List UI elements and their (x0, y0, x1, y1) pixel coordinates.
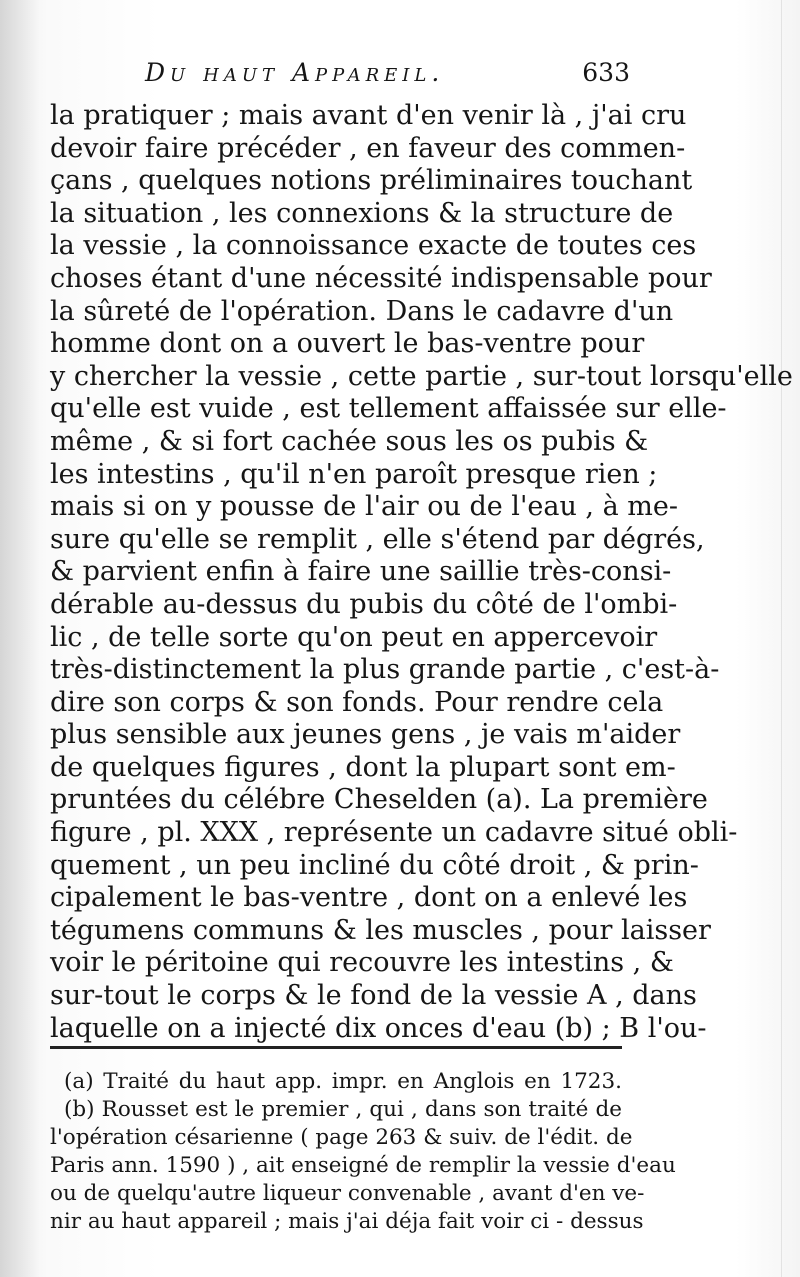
text-line: très-distinctement la plus grande partie , c'est-à- (50, 654, 720, 686)
body-text (50, 100, 793, 1045)
footnote-line: Paris ann. 1590 ) , ait enseigné de remplir la vessie d'eau (50, 1153, 676, 1178)
text-line: cipalement le bas-ventre , dont on a enlevé les (50, 882, 688, 914)
text-line: qu'elle est vuide , est tellement affaissée sur elle- (50, 393, 727, 425)
text-line: homme dont on a ouvert le bas-ventre pour (50, 328, 645, 360)
text-line: voir le péritoine qui recouvre les intestins , & (50, 947, 674, 979)
text-line: çans , quelques notions préliminaires touchant (50, 165, 693, 197)
page-header (145, 58, 630, 94)
text-line: pruntées du célébre Cheselden (a). La première (50, 784, 708, 816)
footnote-line: (b) Rousset est le premier , qui , dans son traité de (64, 1097, 622, 1122)
page-edge (781, 0, 782, 1277)
text-line: la sûreté de l'opération. Dans le cadavre d'un (50, 295, 674, 327)
text-line: y chercher la vessie , cette partie , sur-tout lorsqu'elle (50, 360, 793, 392)
text-line: la situation , les connexions & la structure de (50, 197, 674, 229)
text-line: sur-tout le corps & le fond de la vessie A , dans (50, 980, 697, 1012)
text-line: sure qu'elle se remplit , elle s'étend par dégrés, (50, 523, 705, 555)
text-line: la vessie , la connoissance exacte de toutes ces (50, 230, 697, 262)
page-number: 633 (582, 58, 630, 87)
running-head: Du haut Appareil. (145, 58, 445, 87)
text-line: laquelle on a injecté dix onces d'eau (b) ; B l'ou- (50, 1012, 707, 1044)
text-line: plus sensible aux jeunes gens , je vais m'aider (50, 719, 681, 751)
text-line: figure , pl. XXX , représente un cadavre situé obli- (50, 817, 738, 849)
text-line: & parvient enfin à faire une saillie très-consi- (50, 556, 672, 588)
spine-shadow (0, 0, 40, 1277)
text-line: dérable au-dessus du pubis du côté de l'ombi- (50, 588, 678, 620)
footnote-line: nir au haut appareil ; mais j'ai déja fait voir ci - dessus (50, 1209, 644, 1234)
text-line: tégumens communs & les muscles , pour laisser (50, 914, 711, 946)
text-line: dire son corps & son fonds. Pour rendre cela (50, 686, 664, 718)
text-line: lic , de telle sorte qu'on peut en appercevoir (50, 621, 658, 653)
footnote-line: ou de quelqu'autre liqueur convenable , avant d'en ve- (50, 1181, 645, 1206)
text-line: les intestins , qu'il n'en paroît presque rien ; (50, 458, 658, 490)
footnotes (50, 1068, 676, 1236)
text-line: la pratiquer ; mais avant d'en venir là , j'ai cru (50, 100, 687, 131)
text-line: même , & si fort cachée sous les os pubis & (50, 425, 649, 457)
text-line: de quelques figures , dont la plupart sont em- (50, 751, 676, 783)
footnote-line: l'opération césarienne ( page 263 & suiv. de l'édit. de (50, 1125, 633, 1150)
text-line: mais si on y pousse de l'air ou de l'eau , à me- (50, 491, 678, 523)
text-line: quement , un peu incliné du côté droit , & prin- (50, 849, 699, 881)
text-line: devoir faire précéder , en faveur des commen- (50, 132, 686, 164)
footnote-line: (a) Traité du haut app. impr. en Anglois en 1723. (64, 1069, 622, 1094)
text-line: choses étant d'une nécessité indispensable pour (50, 262, 712, 294)
footnote-rule (50, 1046, 622, 1049)
